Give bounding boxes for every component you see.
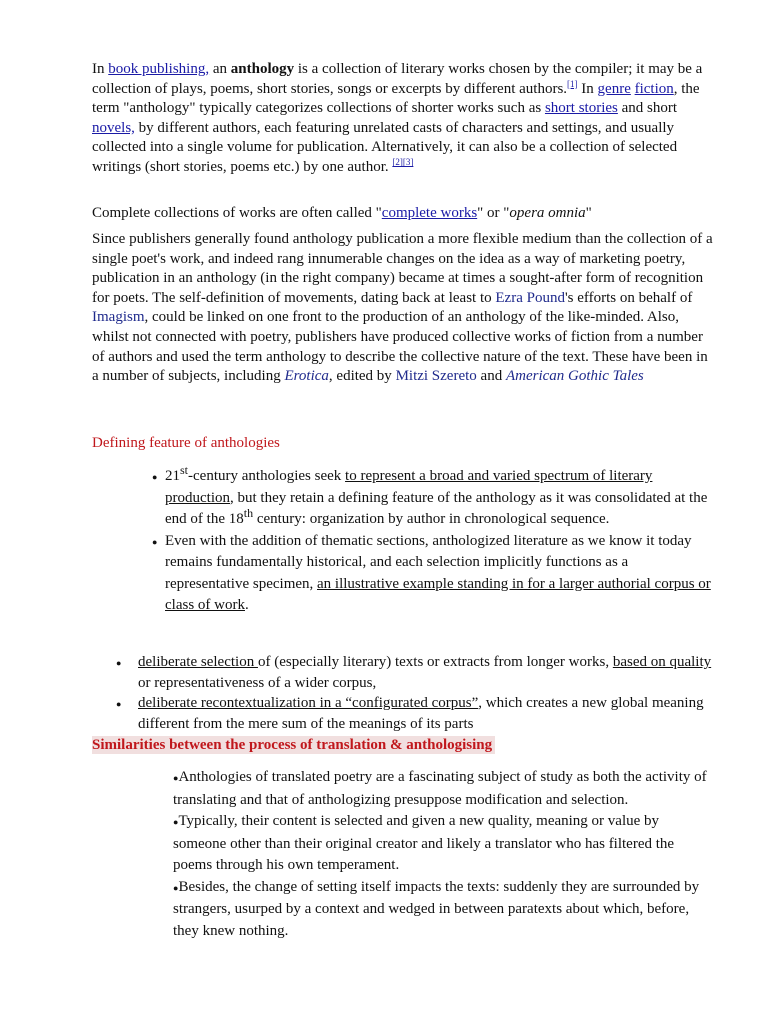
complete-text: " or " bbox=[477, 205, 510, 221]
list-item-text: , which creates a new global meaning different from the mere sum of the meanings of its parts bbox=[138, 695, 704, 732]
complete-works-paragraph bbox=[92, 204, 717, 224]
intro-text: and short bbox=[617, 100, 678, 117]
bullet-icon: ● bbox=[173, 773, 179, 783]
selection-list bbox=[138, 652, 718, 734]
american-gothic-tales-link[interactable]: American Gothic Tales bbox=[505, 368, 644, 385]
intro-text: In bbox=[577, 80, 598, 97]
defining-feature-list bbox=[165, 463, 715, 617]
publishers-text: Since publishers generally found anthology publication a more flexible medium than the collection of a single poet's work, and indeed rang innumerable changes on the idea as a way of marketing poetry, publication in an anthology (in the right company) became at times a sought-after form of recognition for poets. The self-definition of movements, dating back at least to bbox=[92, 231, 713, 306]
reference-link-2-3[interactable]: [2][3] bbox=[392, 156, 414, 167]
list-item-text: Typically, their content is selected and given a new quality, meaning or value by someone other than their original creator and likely a translator who has filtered the poems through his own temperament. bbox=[173, 813, 675, 873]
opera-omnia-term: opera omnia bbox=[509, 205, 586, 221]
intro-text: In bbox=[92, 61, 109, 77]
intro-text: an bbox=[209, 61, 231, 77]
intro-text: , the term "anthology" typically categorizes collections of shorter works such as bbox=[92, 80, 700, 117]
publishers-text: , edited by bbox=[328, 368, 396, 385]
list-item-text: century: organization by author in chronological sequence. bbox=[253, 511, 610, 527]
publishers-text: 's efforts on behalf of bbox=[564, 289, 693, 306]
list-item-text: , but they retain a defining feature of the anthology as it was consolidated at the end of the 18 bbox=[165, 489, 708, 527]
ezra-pound-link[interactable]: Ezra Pound bbox=[495, 289, 565, 306]
list-item bbox=[165, 463, 715, 531]
imagism-link[interactable]: Imagism bbox=[92, 309, 145, 326]
list-item-text: 21 bbox=[165, 468, 180, 484]
complete-text: " bbox=[585, 205, 592, 221]
list-item-text: of (especially literary) texts or extracts from longer works, bbox=[257, 654, 613, 670]
similarities-heading-wrap bbox=[92, 736, 717, 756]
similarities-heading: Similarities between the process of translation & anthologising bbox=[92, 736, 495, 754]
list-item bbox=[165, 531, 715, 617]
list-item bbox=[173, 877, 713, 943]
intro-text: by different authors, each featuring unrelated casts of characters and settings, and usually collected into a single volume for publication. Alternatively, it can also be a collection of selected writings (short stories, poems etc.) by one author. bbox=[92, 119, 678, 175]
underlined-phrase: an illustrative example standing in for a larger authorial corpus or class of work bbox=[165, 575, 711, 613]
book-publishing-link[interactable]: book publishing, bbox=[108, 61, 210, 77]
list-item bbox=[138, 652, 718, 693]
underlined-phrase: based on quality bbox=[612, 654, 712, 670]
intro-paragraph bbox=[92, 60, 717, 178]
list-item-text: -century anthologies seek bbox=[188, 468, 346, 484]
underlined-phrase: deliberate recontextualization in a “configurated corpus” bbox=[138, 695, 479, 711]
fiction-link[interactable]: fiction bbox=[634, 80, 674, 97]
list-item-text: or representativeness of a wider corpus, bbox=[138, 674, 377, 691]
bullet-icon: ● bbox=[173, 817, 179, 827]
list-item bbox=[173, 811, 713, 877]
list-item-text: Even with the addition of thematic sections, anthologized literature as we know it today remains fundamentally historical, and each selection implicitly functions as a representative specimen, bbox=[165, 532, 692, 592]
intro-text: is a collection of literary works chosen by the compiler; it may be a collection of plays, poems, short stories, songs or excerpts by different authors. bbox=[92, 61, 703, 97]
list-item bbox=[138, 693, 718, 734]
similarities-list bbox=[173, 767, 713, 942]
novels-link[interactable]: novels, bbox=[92, 119, 135, 136]
publishers-paragraph bbox=[92, 230, 717, 387]
complete-text: Complete collections of works are often called " bbox=[92, 205, 382, 221]
underlined-phrase: to represent a broad and varied spectrum of literary production bbox=[165, 468, 653, 506]
underlined-phrase: deliberate selection bbox=[138, 654, 258, 670]
publishers-text: , could be linked on one front to the production of an anthology of the like-minded. Also, whilst not connected with poetry, publishers have produced collective works of fiction from a number of authors and used the term anthology to describe the collective nature of the text. These have been in a number of subjects, including bbox=[92, 309, 708, 385]
list-item-text: . bbox=[244, 597, 249, 613]
list-item-text: Anthologies of translated poetry are a fascinating subject of study as both the activity of translating and that of anthologizing presuppose modification and selection. bbox=[173, 769, 707, 808]
bullet-icon: ● bbox=[173, 882, 179, 893]
publishers-text: and bbox=[476, 368, 506, 385]
reference-link-1[interactable]: [1] bbox=[567, 78, 578, 89]
erotica-link[interactable]: Erotica bbox=[284, 368, 329, 385]
superscript: th bbox=[243, 506, 254, 520]
anthology-term: anthology bbox=[230, 61, 295, 77]
superscript: st bbox=[180, 463, 189, 477]
list-item bbox=[173, 767, 713, 811]
list-item-text: Besides, the change of setting itself impacts the texts: suddenly they are surrounded by strangers, usurped by a context and wedged in between paratexts about which, before, they knew nothing. bbox=[173, 878, 700, 939]
complete-works-link[interactable]: complete works bbox=[381, 205, 478, 221]
mitzi-szereto-link[interactable]: Mitzi Szereto bbox=[395, 368, 477, 385]
genre-link[interactable]: genre bbox=[597, 80, 631, 97]
short-stories-link[interactable]: short stories bbox=[544, 100, 618, 117]
defining-feature-heading: Defining feature of anthologies bbox=[92, 435, 280, 451]
